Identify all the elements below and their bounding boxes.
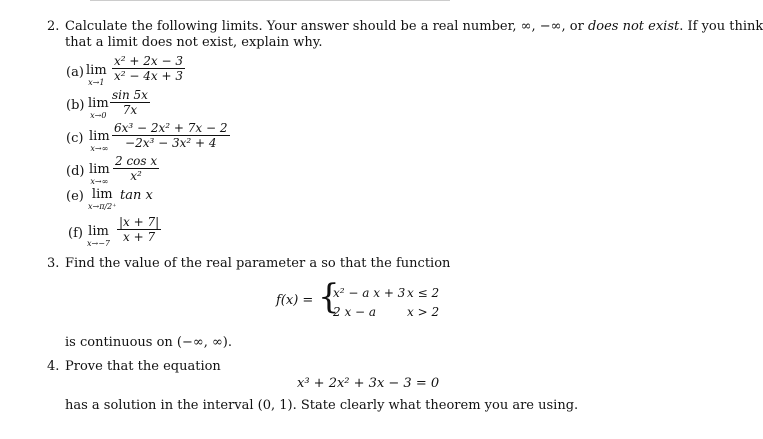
function-name: f(x) = <box>276 293 314 308</box>
part-b-label: (b) <box>66 98 85 113</box>
limit-subscript: x→∞ <box>90 144 109 153</box>
problem-4-equation: x³ + 2x² + 3x − 3 = 0 <box>297 376 440 391</box>
piecewise-brace: { <box>318 277 340 317</box>
part-a-fraction <box>112 54 185 83</box>
part-e-limit <box>88 188 116 211</box>
limit-word: lim <box>88 96 109 111</box>
part-e-expression: tan x <box>120 188 153 203</box>
top-rule <box>90 0 450 1</box>
part-f-fraction <box>117 215 161 244</box>
case-2-expression: 2 x − a <box>333 305 377 319</box>
problem-4-number: 4. <box>47 359 60 374</box>
problem-2-statement <box>65 19 763 35</box>
denominator: 7x <box>122 103 138 117</box>
part-c-limit <box>89 130 110 153</box>
problem-2-text-b: . If you think <box>679 19 763 34</box>
part-f-label: (f) <box>68 226 83 241</box>
limit-word: lim <box>89 162 110 177</box>
part-e-label: (e) <box>66 189 84 204</box>
limit-subscript: x→π/2⁺ <box>88 202 117 211</box>
case-1-expression: x² − a x + 3 <box>333 286 406 300</box>
problem-4-statement: Prove that the equation <box>65 359 221 374</box>
problem-3-number: 3. <box>47 256 60 271</box>
case-2-condition: x > 2 <box>407 305 440 319</box>
case-1-condition: x ≤ 2 <box>407 286 440 300</box>
numerator: sin 5x <box>112 88 148 102</box>
limit-subscript: x→1 <box>88 78 105 87</box>
numerator: x² + 2x − 3 <box>114 54 183 68</box>
problem-3-statement: Find the value of the real parameter a so that the function <box>65 256 451 271</box>
part-f-limit <box>87 225 110 248</box>
limit-subscript: x→∞ <box>90 177 109 186</box>
limit-word: lim <box>91 187 113 202</box>
part-a-limit <box>86 64 107 87</box>
problem-3-conclusion: is continuous on (−∞, ∞). <box>65 335 232 350</box>
part-c-label: (c) <box>66 131 84 146</box>
problem-4-conclusion: has a solution in the interval (0, 1). State clearly what theorem you are using. <box>65 398 579 413</box>
problem-2-text-em: does not exist <box>587 19 680 34</box>
denominator: x² <box>130 169 142 183</box>
numerator: 6x³ − 2x² + 7x − 2 <box>114 121 228 135</box>
limit-subscript: x→−7 <box>87 239 111 248</box>
part-d-label: (d) <box>66 164 85 179</box>
part-d-fraction <box>113 154 159 183</box>
part-b-limit <box>88 97 109 120</box>
numerator: 2 cos x <box>115 154 158 168</box>
denominator: −2x³ − 3x² + 4 <box>125 136 217 150</box>
problem-2-text-a: Calculate the following limits. Your answer should be a real number, ∞, −∞, or <box>65 19 588 34</box>
limit-word: lim <box>88 224 109 239</box>
problem-2-statement-line2: that a limit does not exist, explain why. <box>65 35 323 50</box>
limit-word: lim <box>89 129 110 144</box>
part-b-fraction <box>110 88 150 117</box>
part-d-limit <box>89 163 110 186</box>
numerator: |x + 7| <box>119 215 160 229</box>
part-a-label: (a) <box>66 65 84 80</box>
limit-subscript: x→0 <box>90 111 107 120</box>
problem-2-number: 2. <box>47 19 60 34</box>
denominator: x² − 4x + 3 <box>114 69 183 83</box>
limit-word: lim <box>86 63 107 78</box>
denominator: x + 7 <box>123 230 156 244</box>
part-c-fraction <box>112 121 230 150</box>
